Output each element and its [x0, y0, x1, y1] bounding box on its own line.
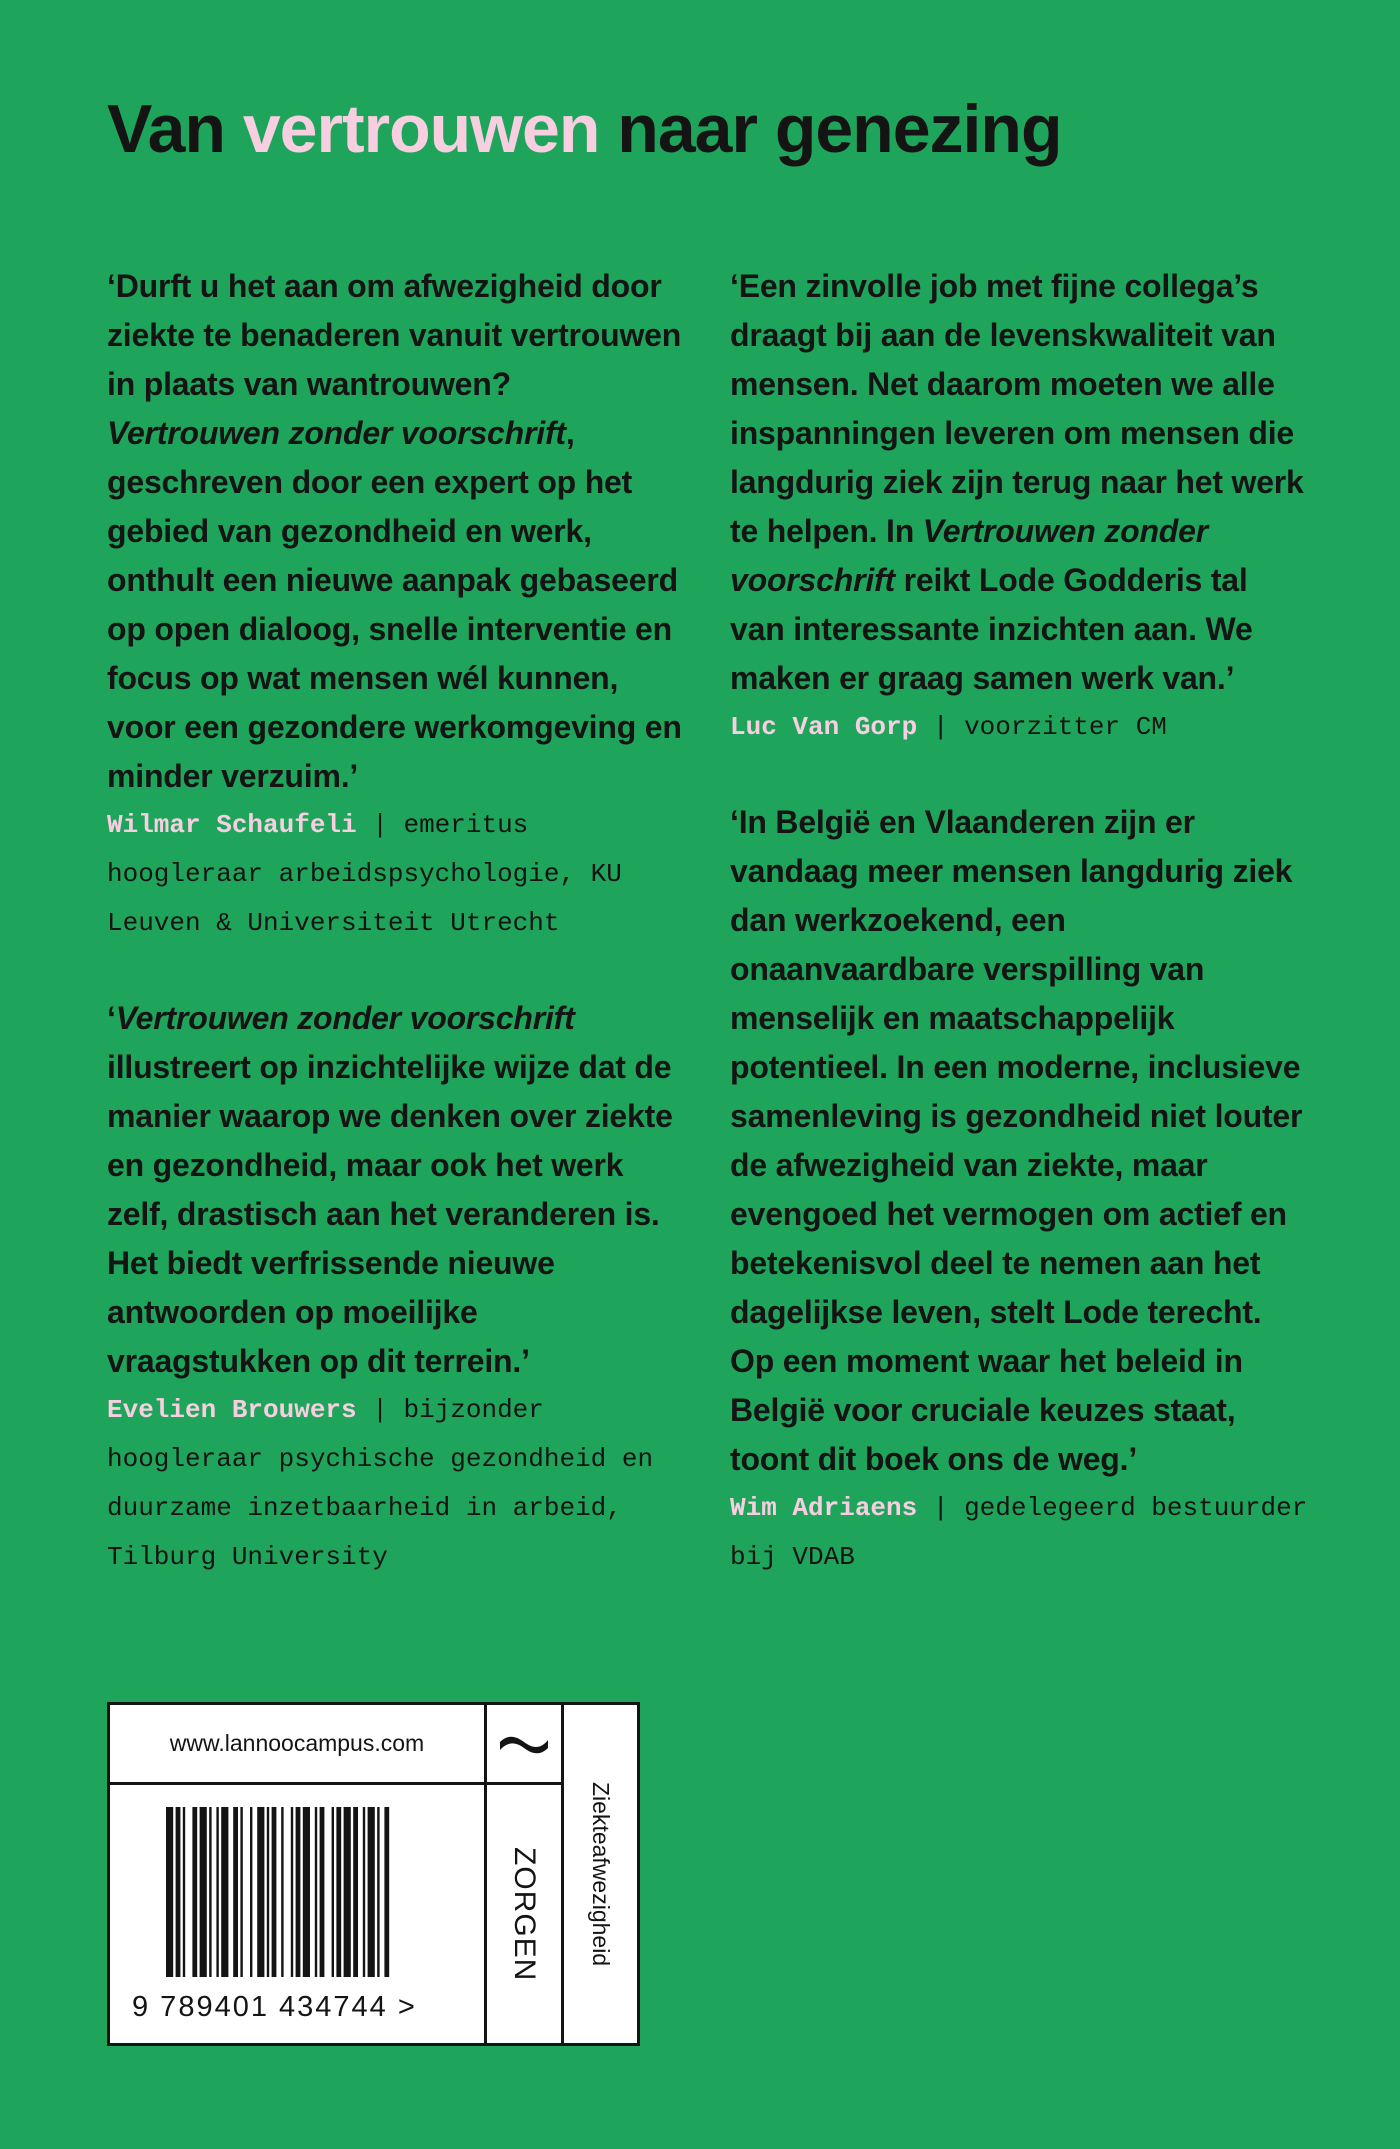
barcode-bar: [221, 1807, 228, 1977]
barcode-bar: [353, 1807, 358, 1977]
left-column: [107, 262, 687, 1582]
quote-block: [730, 798, 1310, 1582]
author-role: voorzitter CM: [964, 712, 1167, 742]
quote-text: ‘In België en Vlaanderen zijn er vandaag meer mensen langdurig ziek dan werkzoekend, een onaanvaardbare verspilling van menselijk en maatschappelijk potentieel. In een moderne, inclusieve samenleving is gezondheid niet louter de afwezigheid van ziekte, maar evengoed het vermogen om actief en betekenisvol deel te nemen aan het dagelijkse leven, stelt Lode terecht. Op een moment waar het beleid in België voor cruciale keuzes staat, toont dit boek ons de weg.’: [730, 804, 1303, 1477]
quote-attribution: Wilmar Schaufeli | emeritus hoogleraar arbeidspsychologie, KU Leuven & Universiteit Utrecht: [107, 810, 622, 938]
subject-label: Ziekteafwezigheid: [588, 1781, 614, 1967]
barcode-bar: [384, 1807, 389, 1977]
barcode-bar: [250, 1807, 252, 1977]
title-before: Van: [107, 91, 243, 167]
barcode-bar: [336, 1807, 341, 1977]
barcode-bar: [332, 1807, 334, 1977]
publisher-logo: [487, 1705, 564, 1785]
barcode-bar: [183, 1807, 185, 1977]
quote-block: [107, 994, 687, 1582]
author-name: Wilmar Schaufeli: [107, 810, 357, 840]
quote-attribution: Luc Van Gorp | voorzitter CM: [730, 712, 1167, 742]
title-highlight: vertrouwen: [242, 91, 600, 167]
barcode-bar: [368, 1807, 375, 1977]
category-cell: [487, 1785, 564, 2043]
barcode-area: [110, 1785, 487, 2043]
author-role: emeritus hoogleraar arbeidspsychologie, KU Leuven & Universiteit Utrecht: [107, 810, 622, 938]
author-name: Wim Adriaens: [730, 1493, 918, 1523]
lannoo-logo-icon: [498, 1732, 550, 1756]
barcode-bar: [233, 1807, 238, 1977]
barcode-bar: [209, 1807, 211, 1977]
barcode-bar: [166, 1807, 173, 1977]
barcode-bar: [257, 1807, 264, 1977]
quote-text: ‘Vertrouwen zonder voorschrift illustreert op inzichtelijke wijze dat de manier waarop we denken over ziekte en gezondheid, maar ook het werk zelf, drastisch aan het veranderen is. Het biedt verfrissende nieuwe antwoorden op moeilijke vraagstukken op dit terrein.’: [107, 1000, 673, 1379]
title-after: naar genezing: [599, 91, 1062, 167]
quote-text: ‘Een zinvolle job met fijne collega’s draagt bij aan de levenskwaliteit van mensen. Net daarom moeten we alle inspanningen leveren om mensen die langdurig ziek zijn terug naar het werk te helpen. In Vertrouwen zonder voorschrift reikt Lode Godderis tal van interessante inzichten aan. We maken er graag samen werk van.’: [730, 268, 1304, 696]
barcode-bar: [200, 1807, 207, 1977]
quote-block: [730, 262, 1310, 752]
isbn-number: 9 789401 434744 >: [132, 1991, 417, 2023]
author-role: bijzonder hoogleraar psychische gezondheid en duurzame inzetbaarheid in arbeid, Tilburg University: [107, 1395, 654, 1572]
barcode-bar: [240, 1807, 242, 1977]
barcode-bar: [377, 1807, 379, 1977]
author-name: Evelien Brouwers: [107, 1395, 357, 1425]
barcode-bar: [176, 1807, 181, 1977]
subject-cell: [564, 1705, 637, 2043]
barcode-bar: [363, 1807, 365, 1977]
quote-text: ‘Durft u het aan om afwezigheid door ziekte te benaderen vanuit vertrouwen in plaats van wantrouwen? Vertrouwen zonder voorschrift, geschreven door een expert op het gebied van gezondheid en werk, onthult een nieuwe aanpak gebaseerd op open dialoog, snelle interventie en focus op wat mensen wél kunnen, voor een gezondere werkomgeving en minder verzuim.’: [107, 268, 682, 794]
quote-block: [107, 262, 687, 948]
publisher-url[interactable]: www.lannoocampus.com: [110, 1705, 487, 1785]
barcode-bar: [320, 1807, 325, 1977]
author-role: gedelegeerd bestuurder bij VDAB: [730, 1493, 1308, 1572]
barcode-bar: [296, 1807, 301, 1977]
barcode-bar: [192, 1807, 197, 1977]
barcode-bar: [267, 1807, 269, 1977]
barcode-bar: [272, 1807, 277, 1977]
publisher-box: [107, 1702, 640, 2046]
barcode-bar: [281, 1807, 283, 1977]
barcode-bar: [344, 1807, 351, 1977]
barcode-bar: [291, 1807, 293, 1977]
barcode-icon: [110, 1785, 484, 1985]
page-title: [107, 92, 1062, 167]
barcode-bar: [315, 1807, 317, 1977]
barcode-bar: [303, 1807, 310, 1977]
barcode-bar: [216, 1807, 218, 1977]
right-column: [730, 262, 1310, 1582]
quote-attribution: Evelien Brouwers | bijzonder hoogleraar psychische gezondheid en duurzame inzetbaarheid in arbeid, Tilburg University: [107, 1395, 654, 1572]
author-name: Luc Van Gorp: [730, 712, 918, 742]
quote-attribution: Wim Adriaens | gedelegeerd bestuurder bij VDAB: [730, 1493, 1308, 1572]
category-label: ZORGEN: [508, 1846, 541, 1982]
